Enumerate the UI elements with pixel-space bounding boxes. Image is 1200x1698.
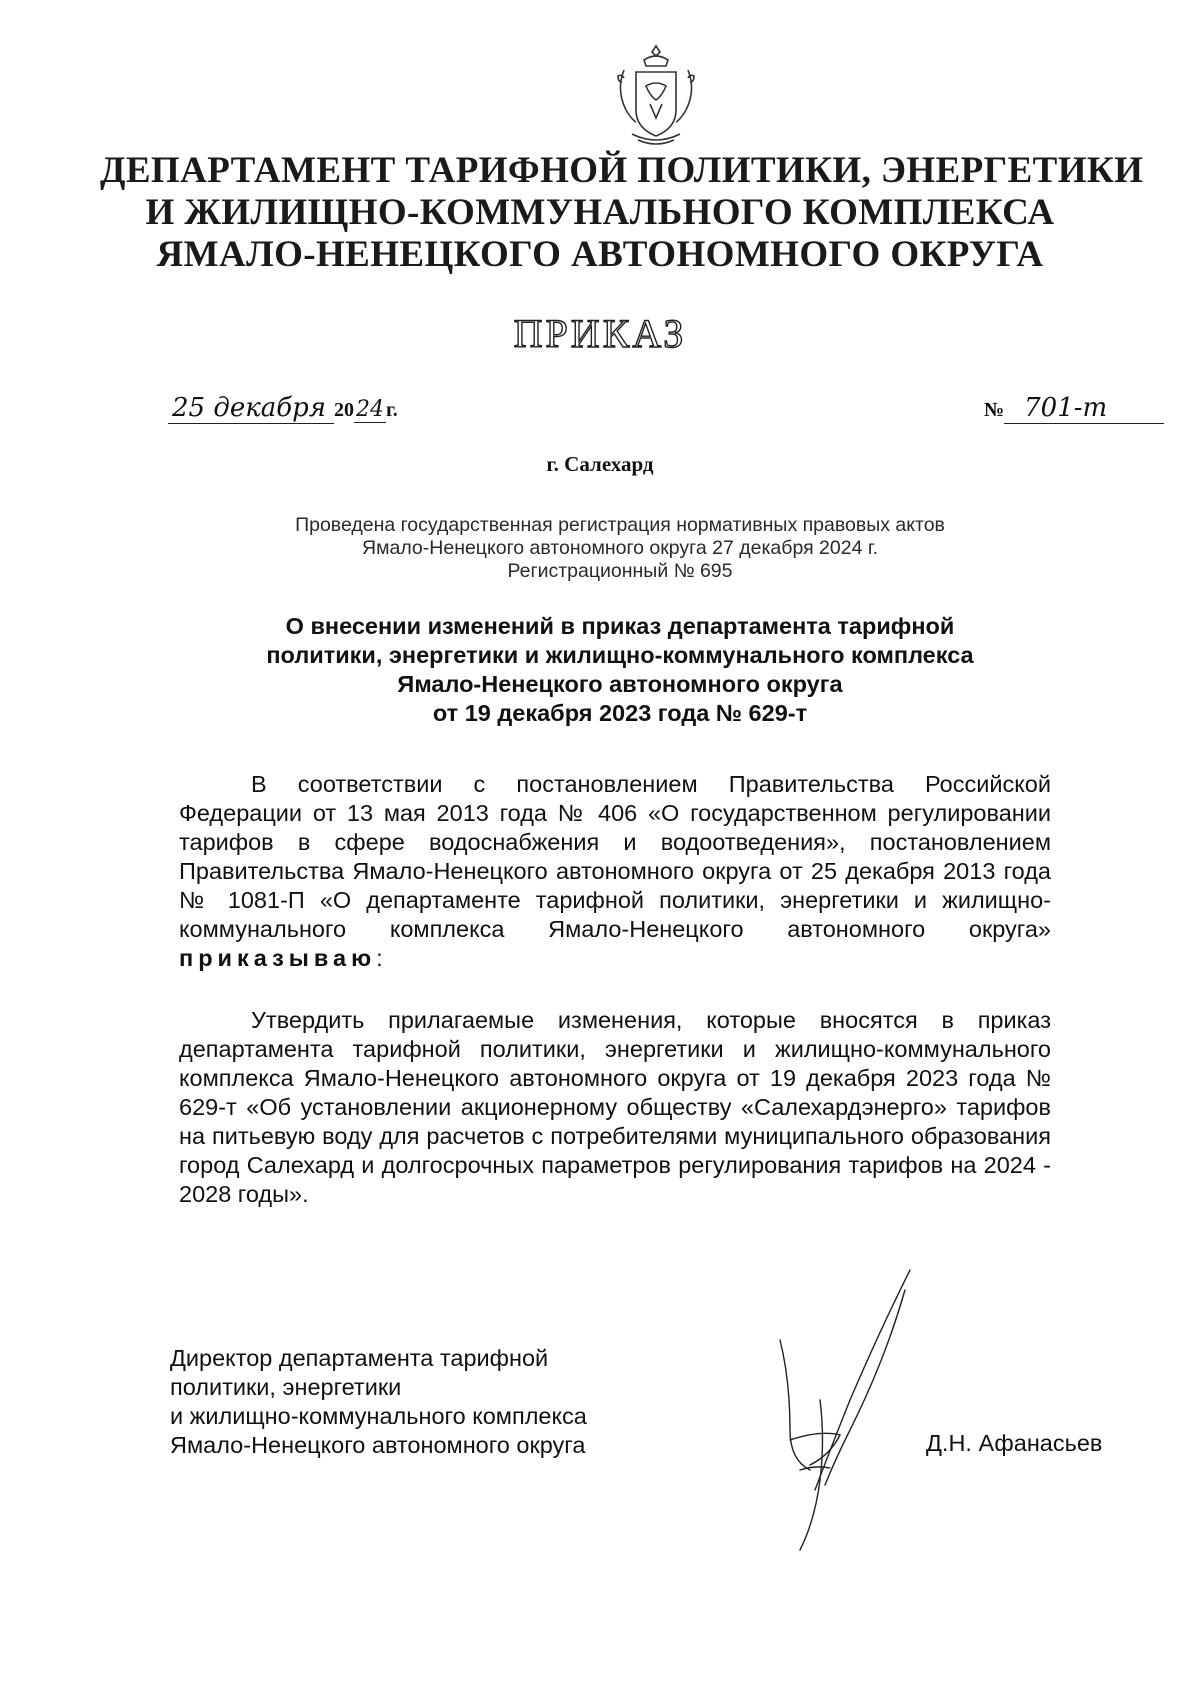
signer-position-line-1: Директор департамента тарифной — [170, 1345, 549, 1371]
order-date-year-unit: г. — [385, 399, 398, 421]
document-type-heading: ПРИКАЗ — [513, 311, 687, 356]
order-city: г. Салехард — [546, 452, 654, 476]
subject-line-1: О внесении изменений в приказ департамента тарифной — [285, 613, 955, 639]
order-number — [984, 393, 1164, 424]
signer-position-line-4: Ямало-Ненецкого автономного округа — [170, 1432, 586, 1458]
signer-name: Д.Н. Афанасьев — [926, 1430, 1103, 1456]
paragraph-1-text: В соответствии с постановлением Правительства Российской Федерации от 13 мая 2013 года № 406 «О государственном регулировании тарифов в сфере водоснабжения и водоотведения», постановлением Правительства Ямало-Ненецкого автономного округа от 25 декабря 2013 года № 1081-П «О департаменте тарифной политики, энергетики и жилищно-коммунального комплекса Ямало-Ненецкого автономного округа» — [179, 771, 1051, 942]
department-title — [100, 150, 1144, 276]
department-title-line-3: ЯМАЛО-НЕНЕЦКОГО АВТОНОМНОГО ОКРУГА — [156, 234, 1044, 275]
coat-of-arms-emblem — [614, 42, 698, 152]
body-paragraph-1 — [179, 770, 1051, 973]
order-number-value: 701-т — [1004, 393, 1164, 424]
registration-line-2: Ямало-Ненецкого автономного округа 27 декабря 2024 г. — [362, 537, 878, 559]
department-title-line-1: ДЕПАРТАМЕНТ ТАРИФНОЙ ПОЛИТИКИ, ЭНЕРГЕТИКИ — [100, 150, 1144, 191]
subject-line-2: политики, энергетики и жилищно-коммунального комплекса — [266, 642, 974, 668]
registration-line-3: Регистрационный № 695 — [507, 560, 733, 582]
subject-line-3: Ямало-Ненецкого автономного округа — [397, 671, 843, 697]
order-number-prefix: № — [984, 399, 1005, 421]
signer-position-line-2: политики, энергетики — [170, 1374, 402, 1400]
signer-position-line-3: и жилищно-коммунального комплекса — [170, 1403, 587, 1429]
department-title-line-2: И ЖИЛИЩНО-КОММУНАЛЬНОГО КОМПЛЕКСА — [145, 192, 1055, 233]
order-date — [168, 393, 398, 423]
order-date-day-month: 25 декабря — [168, 393, 334, 424]
order-subject — [220, 612, 1020, 728]
order-verb: приказываю — [179, 945, 377, 971]
subject-line-4: от 19 декабря 2023 года № 629-т — [432, 700, 808, 726]
order-date-year-prefix: 20 — [333, 399, 354, 421]
registration-line-1: Проведена государственная регистрация нормативных правовых актов — [295, 514, 945, 536]
paragraph-2-text: Утвердить прилагаемые изменения, которые вносятся в приказ департамента тарифной политики, энергетики и жилищно-коммунального комплекса Ямало-Ненецкого автономного округа от 19 декабря 2023 года № 629-т «Об установлении акционерному обществу «Салехардэнерго» тарифов на питьевую воду для расчетов с потребителями муниципального образования город Салехард и долгосрочных параметров регулирования тарифов на 2024 - 2028 годы». — [179, 1007, 1051, 1207]
registration-stamp — [200, 514, 1040, 583]
handwritten-signature — [760, 1260, 960, 1560]
signer-position — [170, 1344, 587, 1460]
paragraph-1-end: : — [376, 945, 383, 971]
body-paragraph-2 — [179, 1006, 1051, 1209]
order-date-year-suffix: 24 — [355, 397, 384, 422]
